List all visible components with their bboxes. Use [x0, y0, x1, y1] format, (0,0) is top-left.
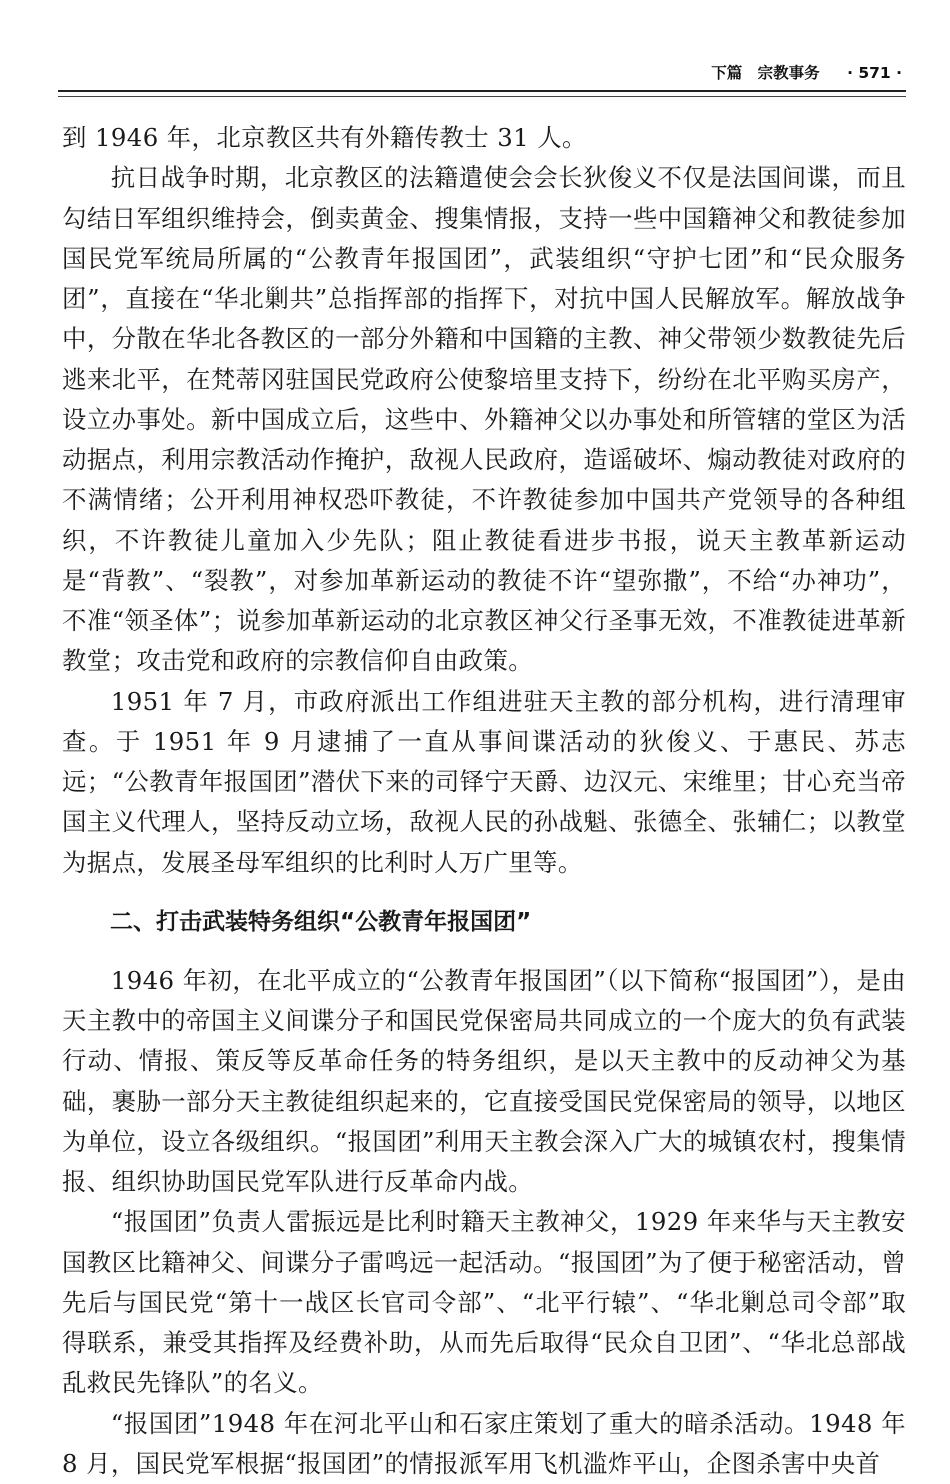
header-section: 宗教事务	[758, 64, 820, 82]
page-number: · 571 ·	[847, 64, 902, 82]
paragraph-2: 抗日战争时期，北京教区的法籍遣使会会长狄俊义不仅是法国间谍，而且勾结日军组织维持会，倒卖黄金、搜集情报，支持一些中国籍神父和教徒参加国民党军统局所属的“公教青年报国团”，武装组织“守护七团”和“民众服务团”，直接在“华北剿共”总指挥部的指挥下，对抗中国人民解放军。解放战争中，分散在华北各教区的一部分外籍和中国籍的主教、神父带领少数教徒先后逃来北平，在梵蒂冈驻国民党政府公使黎培里支持下，纷纷在北平购买房产，设立办事处。新中国成立后，这些中、外籍神父以办事处和所管辖的堂区为活动据点，利用宗教活动作掩护，敌视人民政府，造谣破坏、煽动教徒对政府的不满情绪；公开利用神权恐吓教徒，不许教徒参加中国共产党领导的各种组织，不许教徒儿童加入少先队；阻止教徒看进步书报，说天主教革新运动是“背教”、“裂教”，对参加革新运动的教徒不许“望弥撒”，不给“办神功”，不准“领圣体”；说参加革新运动的北京教区神父行圣事无效，不准教徒进革新教堂；攻击党和政府的宗教信仰自由政策。	[62, 158, 906, 681]
paragraph-3: 1951 年 7 月，市政府派出工作组进驻天主教的部分机构，进行清理审查。于 1951 年 9 月逮捕了一直从事间谍活动的狄俊义、于惠民、苏志远；“公教青年报国团”潜伏下来的司铎宁天爵、边汉元、宋维里；甘心充当帝国主义代理人，坚持反动立场，敌视人民的孙战魁、张德全、张辅仁；以教堂为据点，发展圣母军组织的比利时人万广里等。	[62, 682, 906, 883]
paragraph-4: 1946 年初，在北平成立的“公教青年报国团”（以下简称“报国团”），是由天主教中的帝国主义间谍分子和国民党保密局共同成立的一个庞大的负有武装行动、情报、策反等反革命任务的特务组织，是以天主教中的反动神父为基础，裹胁一部分天主教徒组织起来的，它直接受国民党保密局的领导，以地区为单位，设立各级组织。“报国团”利用天主教会深入广大的城镇农村，搜集情报、组织协助国民党军队进行反革命内战。	[62, 961, 906, 1203]
page-header	[0, 58, 902, 88]
header-part: 下篇	[711, 64, 742, 82]
paragraph-1: 到 1946 年，北京教区共有外籍传教士 31 人。	[62, 118, 906, 158]
header-rule-thick	[58, 90, 906, 92]
page-body	[62, 118, 906, 1484]
section-heading: 二、打击武装特务组织“公教青年报国团”	[62, 883, 906, 961]
header-rule-thin	[58, 96, 906, 97]
paragraph-6: “报国团”1948 年在河北平山和石家庄策划了重大的暗杀活动。1948 年 8 月，国民党军根据“报国团”的情报派军用飞机滥炸平山，企图杀害中央首	[62, 1404, 906, 1484]
paragraph-5: “报国团”负责人雷振远是比利时籍天主教神父，1929 年来华与天主教安国教区比籍神父、间谍分子雷鸣远一起活动。“报国团”为了便于秘密活动，曾先后与国民党“第十一战区长官司令部”、“北平行辕”、“华北剿总司令部”取得联系，兼受其指挥及经费补助，从而先后取得“民众自卫团”、“华北总部战乱救民先锋队”的名义。	[62, 1202, 906, 1403]
